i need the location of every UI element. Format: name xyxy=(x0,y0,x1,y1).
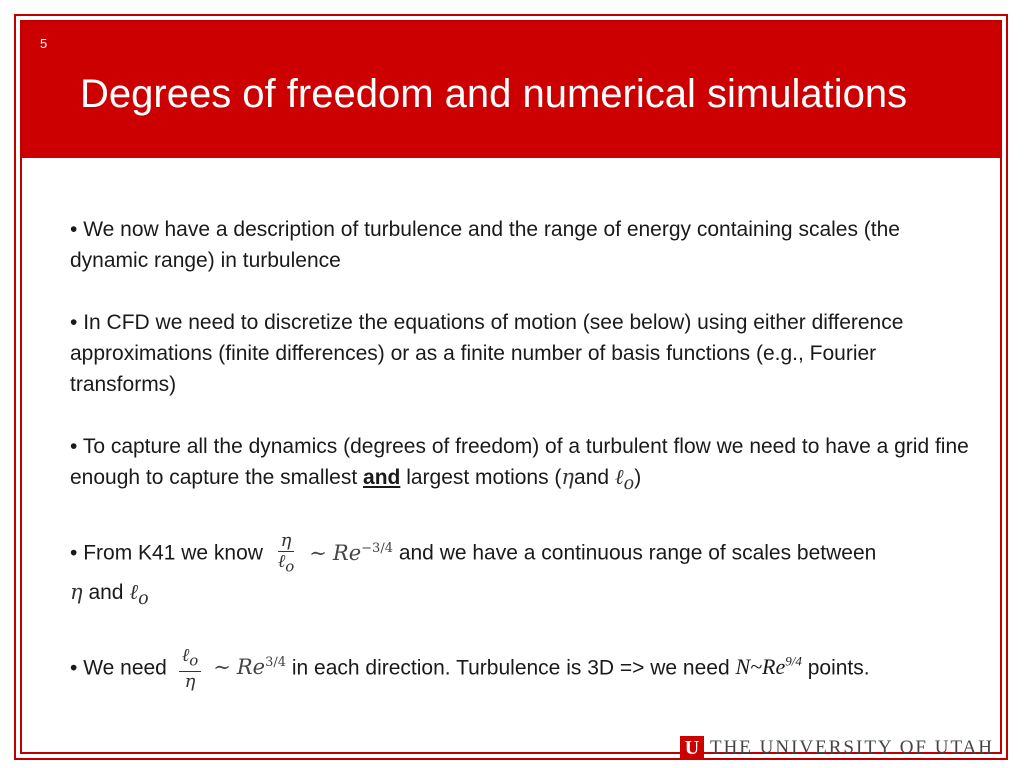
bullet-text: in each direction. Turbulence is 3D => we need xyxy=(291,656,736,680)
slide-content xyxy=(70,214,970,723)
bullet-text: points. xyxy=(801,656,870,680)
ell-symbol: ℓ xyxy=(277,551,286,573)
sim-symbol: ∼ xyxy=(309,540,327,565)
university-footer xyxy=(680,736,994,760)
subscript-o: o xyxy=(138,588,149,609)
bullet-text: ) xyxy=(634,466,642,489)
fraction-denominator xyxy=(275,552,298,577)
slide-number: 5 xyxy=(40,36,48,51)
bullet-text: We now have a description of turbulence and the range of energy containing scales (the dynamic range) in turbulence xyxy=(70,218,900,272)
ell-o-symbol xyxy=(614,465,635,495)
emphasis-and: and xyxy=(363,466,401,489)
bullet-item: • We now have a description of turbulence and the range of energy containing scales (the dynamic range) in turbulence xyxy=(70,218,900,272)
bullet-item: • From K41 we know $\frac{\eta}{\ell_o}$ ∼ $Re^{-3/4}$ and we have a continuous range of scales between η and ℓ$_o$ xyxy=(70,530,877,609)
re-expression xyxy=(237,655,286,679)
eta-symbol: η xyxy=(70,579,83,604)
re-exponent: 3/4 xyxy=(265,655,287,671)
bullet-item: • We need $\frac{\ell_o}{\eta}$ ∼ $Re^{3/4}$ in each direction. Turbulence is 3D => we need $N\sim Re^{9/4}$ points. xyxy=(70,644,870,692)
bullet-item: • In CFD we need to discretize the equations of motion (see below) using either difference approximations (finite differences) or as a finite number of basis functions (e.g., Fourier transforms) xyxy=(70,311,904,396)
fraction-eta-over-ell xyxy=(275,531,298,577)
re-symbol: Re xyxy=(236,655,266,680)
bullet-text: In CFD we need to discretize the equations of motion (see below) using either difference approximations (finite differences) or as a finite number of basis functions (e.g., Fourier transforms) xyxy=(70,311,904,396)
subscript-o: o xyxy=(189,651,199,670)
bullet-text: and xyxy=(88,580,124,604)
fraction-numerator xyxy=(179,646,202,672)
fraction-numerator: η xyxy=(278,531,295,552)
fraction-denominator: η xyxy=(184,670,196,692)
re-expression xyxy=(333,541,393,565)
bullet-text: We need xyxy=(83,656,167,680)
slide-title: Degrees of freedom and numerical simulations xyxy=(80,72,908,116)
ell-symbol: ℓ xyxy=(614,465,624,489)
bullet-text: To capture all the dynamics (degrees of freedom) of a turbulent flow we need to have a grid fine enough to capture the smallest xyxy=(70,435,969,489)
bullet-item: • To capture all the dynamics (degrees of freedom) of a turbulent flow we need to have a grid fine enough to capture the smallest and largest motions (ηand ℓ$_o$) xyxy=(70,435,969,495)
n-equation-exponent: 9/4 xyxy=(785,653,802,669)
bullet-text: and xyxy=(574,466,610,489)
ell-symbol: ℓ xyxy=(181,644,190,666)
bullet-text: From K41 we know xyxy=(83,541,263,565)
sim-symbol: ∼ xyxy=(213,655,231,680)
re-symbol: Re xyxy=(332,540,362,565)
ell-symbol: ℓ xyxy=(129,579,139,604)
n-equation xyxy=(735,654,801,679)
subscript-o: o xyxy=(285,557,295,576)
n-equation-base: N~Re xyxy=(735,654,786,680)
university-name: THE UNIVERSITY OF UTAH xyxy=(709,737,994,758)
re-exponent: −3/4 xyxy=(361,540,393,556)
subscript-o: o xyxy=(623,474,635,495)
university-logo-icon: U xyxy=(680,736,704,760)
fraction-ell-over-eta xyxy=(179,646,202,692)
bullet-text: largest motions ( xyxy=(400,466,562,489)
eta-symbol: η xyxy=(561,465,575,489)
bullet-text: and we have a continuous range of scales between xyxy=(398,541,877,565)
ell-o-symbol xyxy=(129,579,149,609)
